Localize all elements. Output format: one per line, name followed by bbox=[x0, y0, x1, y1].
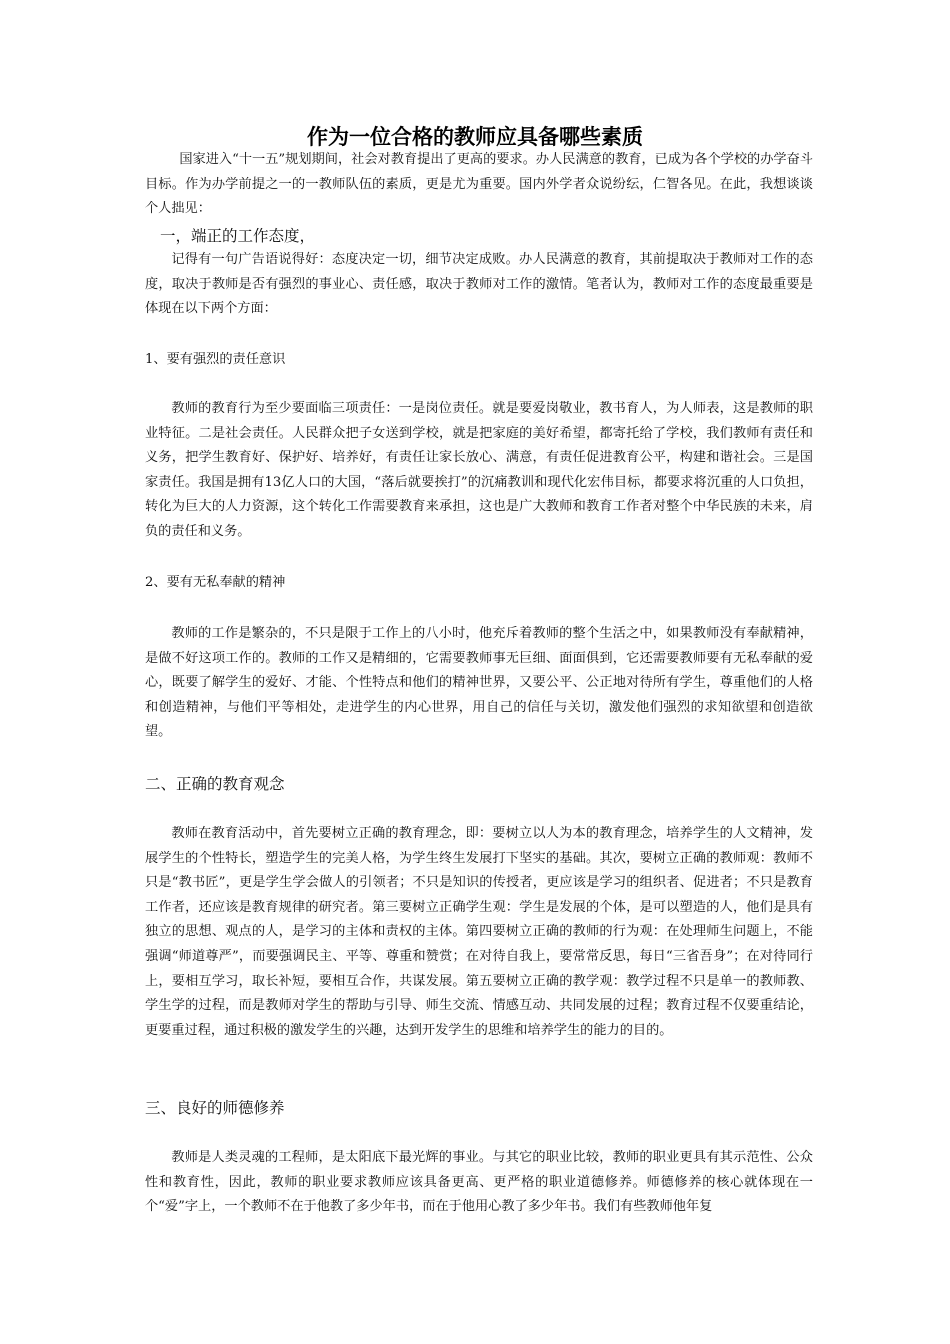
intro-paragraph: 国家进入“十一五”规划期间，社会对教育提出了更高的要求。办人民满意的教育，已成为各个学校的办学奋斗目标。作为办学前提之一的一教师队伍的素质，更是尤为重要。国内外学者众说纷纭，仁智各见。在此，我想谈谈个人拙见： bbox=[145, 152, 813, 217]
document-title: 作为一位合格的教师应具备哪些素质 bbox=[307, 125, 643, 149]
subsection-2-heading: 2、要有无私奉献的精神 bbox=[145, 575, 286, 590]
section-1-heading: 一，端正的工作态度， bbox=[160, 227, 316, 245]
section-3-paragraph: 教师是人类灵魂的工程师，是太阳底下最光辉的事业。与其它的职业比较，教师的职业更具有其示范性、公众性和教育性，因此，教师的职业要求教师应该具备更高、更严格的职业道德修养。师德修养的核心就体现在一个“爱”字上，一个教师不在于他教了多少年书，而在于他用心教了多少年书。我们有些教师他年复 bbox=[145, 1150, 813, 1215]
subsection-1-paragraph: 教师的教育行为至少要面临三项责任：一是岗位责任。就是要爱岗敬业，教书育人，为人师表，这是教师的职业特征。二是社会责任。人民群众把子女送到学校，就是把家庭的美好希望，都寄托给了学校，我们教师有责任和义务，把学生教育好、保护好、培养好，有责任让家长放心、满意，有责任促进教育公平，构建和谐社会。三是国家责任。我国是拥有13亿人口的大国，“落后就要挨打”的沉痛教训和现代化宏伟目标，都要求将沉重的人口负担，转化为巨大的人力资源，这个转化工作需要教育来承担，这也是广大教师和教育工作者对整个中华民族的未来，肩负的责任和义务。 bbox=[145, 401, 813, 539]
section-2-heading: 二、正确的教育观念 bbox=[145, 775, 285, 793]
section-1-intro-paragraph: 记得有一句广告语说得好：态度决定一切，细节决定成败。办人民满意的教育，其前提取决于教师对工作的态度，取决于教师是否有强烈的事业心、责任感，取决于教师对工作的激情。笔者认为，教师对工作的态度最重要是体现在以下两个方面： bbox=[145, 252, 813, 317]
section-3-heading: 三、良好的师德修养 bbox=[145, 1099, 285, 1117]
subsection-1-heading: 1、要有强烈的责任意识 bbox=[145, 352, 286, 367]
section-2-paragraph: 教师在教育活动中，首先要树立正确的教育理念，即：要树立以人为本的教育理念，培养学生的人文精神，发展学生的个性特长，塑造学生的完美人格，为学生终生发展打下坚实的基础。其次，要树立正确的教师观：教师不只是“教书匠”，更是学生学会做人的引领者；不只是知识的传授者，更应该是学习的组织者、促进者；不只是教育工作者，还应该是教育规律的研究者。第三要树立正确学生观：学生是发展的个体，是可以塑造的人，他们是具有独立的思想、观点的人，是学习的主体和责权的主体。第四要树立正确的教师的行为观：在处理师生问题上，不能强调“师道尊严”，而要强调民主、平等、尊重和赞赏；在对待自我上，要常常反思，每日“三省吾身”；在对待同行上，要相互学习，取长补短，要相互合作，共谋发展。第五要树立正确的教学观：教学过程不只是单一的教师教、学生学的过程，而是教师对学生的帮助与引导、师生交流、情感互动、共同发展的过程；教育过程不仅要重结论，更要重过程，通过积极的激发学生的兴趣，达到开发学生的思维和培养学生的能力的目的。 bbox=[145, 826, 813, 1038]
subsection-2-paragraph: 教师的工作是繁杂的，不只是限于工作上的八小时，他充斥着教师的整个生活之中，如果教师没有奉献精神，是做不好这项工作的。教师的工作又是精细的，它需要教师事无巨细、面面俱到，它还需要教师要有无私奉献的爱心，既要了解学生的爱好、才能、个性特点和他们的精神世界，又要公平、公正地对待所有学生，尊重他们的人格和创造精神，与他们平等相处，走进学生的内心世界，用自己的信任与关切，激发他们强烈的求知欲望和创造欲望。 bbox=[145, 626, 813, 740]
